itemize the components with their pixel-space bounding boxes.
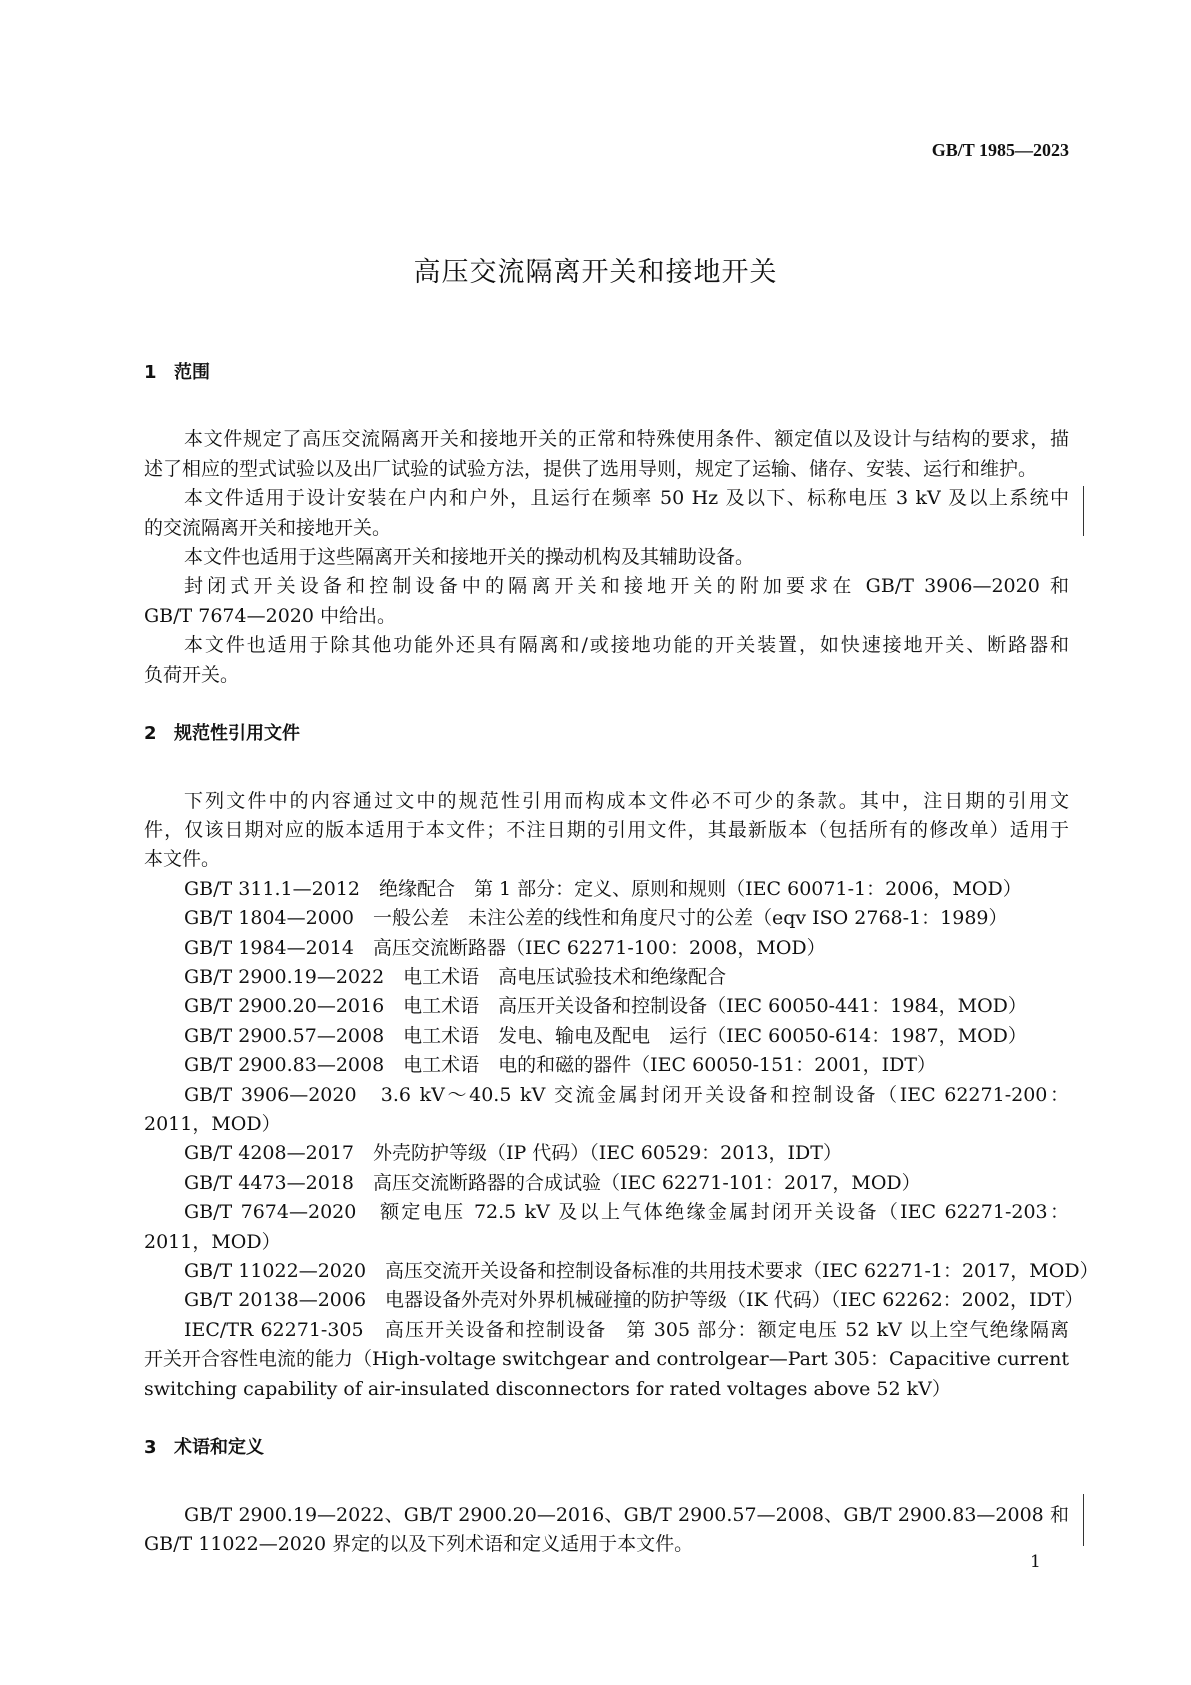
change-bar (1083, 1494, 1084, 1546)
text-line: GB/T 4473—2018 高压交流断路器的合成试验（IEC 62271-101：2017，MOD） (184, 1171, 921, 1194)
paragraph (144, 875, 1069, 904)
document-body (144, 358, 1099, 1559)
text-line: GB/T 311.1—2012 绝缘配合 第 1 部分：定义、原则和规则（IEC 60071-1：2006，MOD） (184, 877, 1022, 900)
text-line: GB/T 2900.19—2022 电工术语 高电压试验技术和绝缘配合 (184, 966, 727, 989)
text-line: 下列文件中的内容通过文中的规范性引用而构成本文件必不可少的条款。其中，注日期的引用文 (184, 789, 1069, 812)
section-number: 1 (144, 362, 157, 383)
text-line: GB/T 7674—2020 中给出。 (144, 604, 397, 627)
text-line: 2011，MOD） (144, 1230, 281, 1253)
text-line: 本文件也适用于除其他功能外还具有隔离和/或接地功能的开关装置，如快速接地开关、断路器和 (184, 634, 1069, 657)
paragraph (144, 934, 1069, 963)
standard-number: GB/T 1985—2023 (931, 140, 1069, 160)
text-line: 2011，MOD） (144, 1112, 281, 1135)
paragraph (144, 425, 1069, 484)
paragraph (144, 787, 1069, 875)
paragraph (144, 543, 1069, 572)
text-line: 的交流隔离开关和接地开关。 (144, 516, 392, 539)
section-number: 3 (144, 1437, 157, 1459)
section-heading (144, 358, 1069, 387)
section-title: 术语和定义 (174, 1437, 264, 1459)
section-heading (144, 719, 1069, 748)
text-line: 开关开合容性电流的能力（High-voltage switchgear and controlgear—Part 305：Capacitive current (144, 1348, 1069, 1371)
text-line: GB/T 1804—2000 一般公差 未注公差的线性和角度尺寸的公差（eqv ISO 2768-1：1989） (184, 907, 1008, 930)
text-line: 负荷开关。 (144, 663, 240, 686)
paragraph (144, 1316, 1069, 1404)
paragraph (144, 1139, 1069, 1168)
paragraph (144, 1081, 1069, 1140)
section-number: 2 (144, 723, 157, 745)
paragraph (144, 963, 1069, 992)
text-line: GB/T 2900.57—2008 电工术语 发电、输电及配电 运行（IEC 60050-614：1987，MOD） (184, 1024, 1027, 1047)
text-line: 本文件也适用于这些隔离开关和接地开关的操动机构及其辅助设备。 (184, 545, 755, 568)
text-line: switching capability of air-insulated disconnectors for rated voltages above 52 kV） (144, 1377, 951, 1400)
document-title: 高压交流隔离开关和接地开关 (413, 257, 778, 288)
text-line: GB/T 2900.20—2016 电工术语 高压开关设备和控制设备（IEC 60050-441：1984，MOD） (184, 995, 1027, 1018)
text-line: 述了相应的型式试验以及出厂试验的试验方法，提供了选用导则，规定了运输、储存、安装、运行和维护。 (144, 457, 1038, 480)
text-line: GB/T 20138—2006 电器设备外壳对外界机械碰撞的防护等级（IK 代码）（IEC 62262：2002，IDT） (184, 1289, 1084, 1312)
text-line: 本文件适用于设计安装在户内和户外，且运行在频率 50 Hz 及以下、标称电压 3 kV 及以上系统中 (184, 487, 1069, 510)
paragraph (144, 631, 1069, 690)
text-line: IEC/TR 62271-305 高压开关设备和控制设备 第 305 部分：额定电压 52 kV 以上空气绝缘隔离 (184, 1318, 1069, 1341)
paragraph (144, 1051, 1069, 1080)
text-line: GB/T 11022—2020 界定的以及下列术语和定义适用于本文件。 (144, 1533, 694, 1556)
text-line: GB/T 2900.83—2008 电工术语 电的和磁的器件（IEC 60050-151：2001，IDT） (184, 1054, 937, 1077)
paragraph (144, 992, 1069, 1021)
page-number: 1 (1030, 1552, 1041, 1572)
text-line: GB/T 11022—2020 高压交流开关设备和控制设备标准的共用技术要求（IEC 62271-1：2017，MOD） (184, 1259, 1099, 1282)
text-line: 件，仅该日期对应的版本适用于本文件；不注日期的引用文件，其最新版本（包括所有的修改单）适用于 (144, 819, 1069, 842)
text-line: 本文件。 (144, 848, 221, 871)
section-title: 范围 (174, 362, 210, 383)
paragraph (144, 572, 1069, 631)
text-line: GB/T 3906—2020 3.6 kV～40.5 kV 交流金属封闭开关设备和控制设备（IEC 62271-200： (184, 1083, 1069, 1106)
paragraph (144, 1169, 1069, 1198)
paragraph (144, 484, 1069, 543)
paragraph (144, 1257, 1099, 1286)
text-line: 封闭式开关设备和控制设备中的隔离开关和接地开关的附加要求在 GB/T 3906—2020 和 (184, 575, 1069, 598)
text-line: GB/T 7674—2020 额定电压 72.5 kV 及以上气体绝缘金属封闭开关设备（IEC 62271-203： (184, 1201, 1069, 1224)
paragraph (144, 904, 1069, 933)
paragraph (144, 1022, 1069, 1051)
paragraph (144, 1198, 1069, 1257)
paragraph (144, 1501, 1069, 1560)
paragraph (144, 1286, 1084, 1315)
text-line: GB/T 4208—2017 外壳防护等级（IP 代码）（IEC 60529：2013，IDT） (184, 1142, 842, 1165)
section-heading (144, 1433, 1069, 1462)
section-title: 规范性引用文件 (174, 723, 300, 745)
change-bar (1083, 486, 1084, 536)
text-line: 本文件规定了高压交流隔离开关和接地开关的正常和特殊使用条件、额定值以及设计与结构的要求，描 (184, 428, 1069, 451)
text-line: GB/T 2900.19—2022、GB/T 2900.20—2016、GB/T 2900.57—2008、GB/T 2900.83—2008 和 (184, 1503, 1069, 1526)
text-line: GB/T 1984—2014 高压交流断路器（IEC 62271-100：2008，MOD） (184, 936, 826, 959)
